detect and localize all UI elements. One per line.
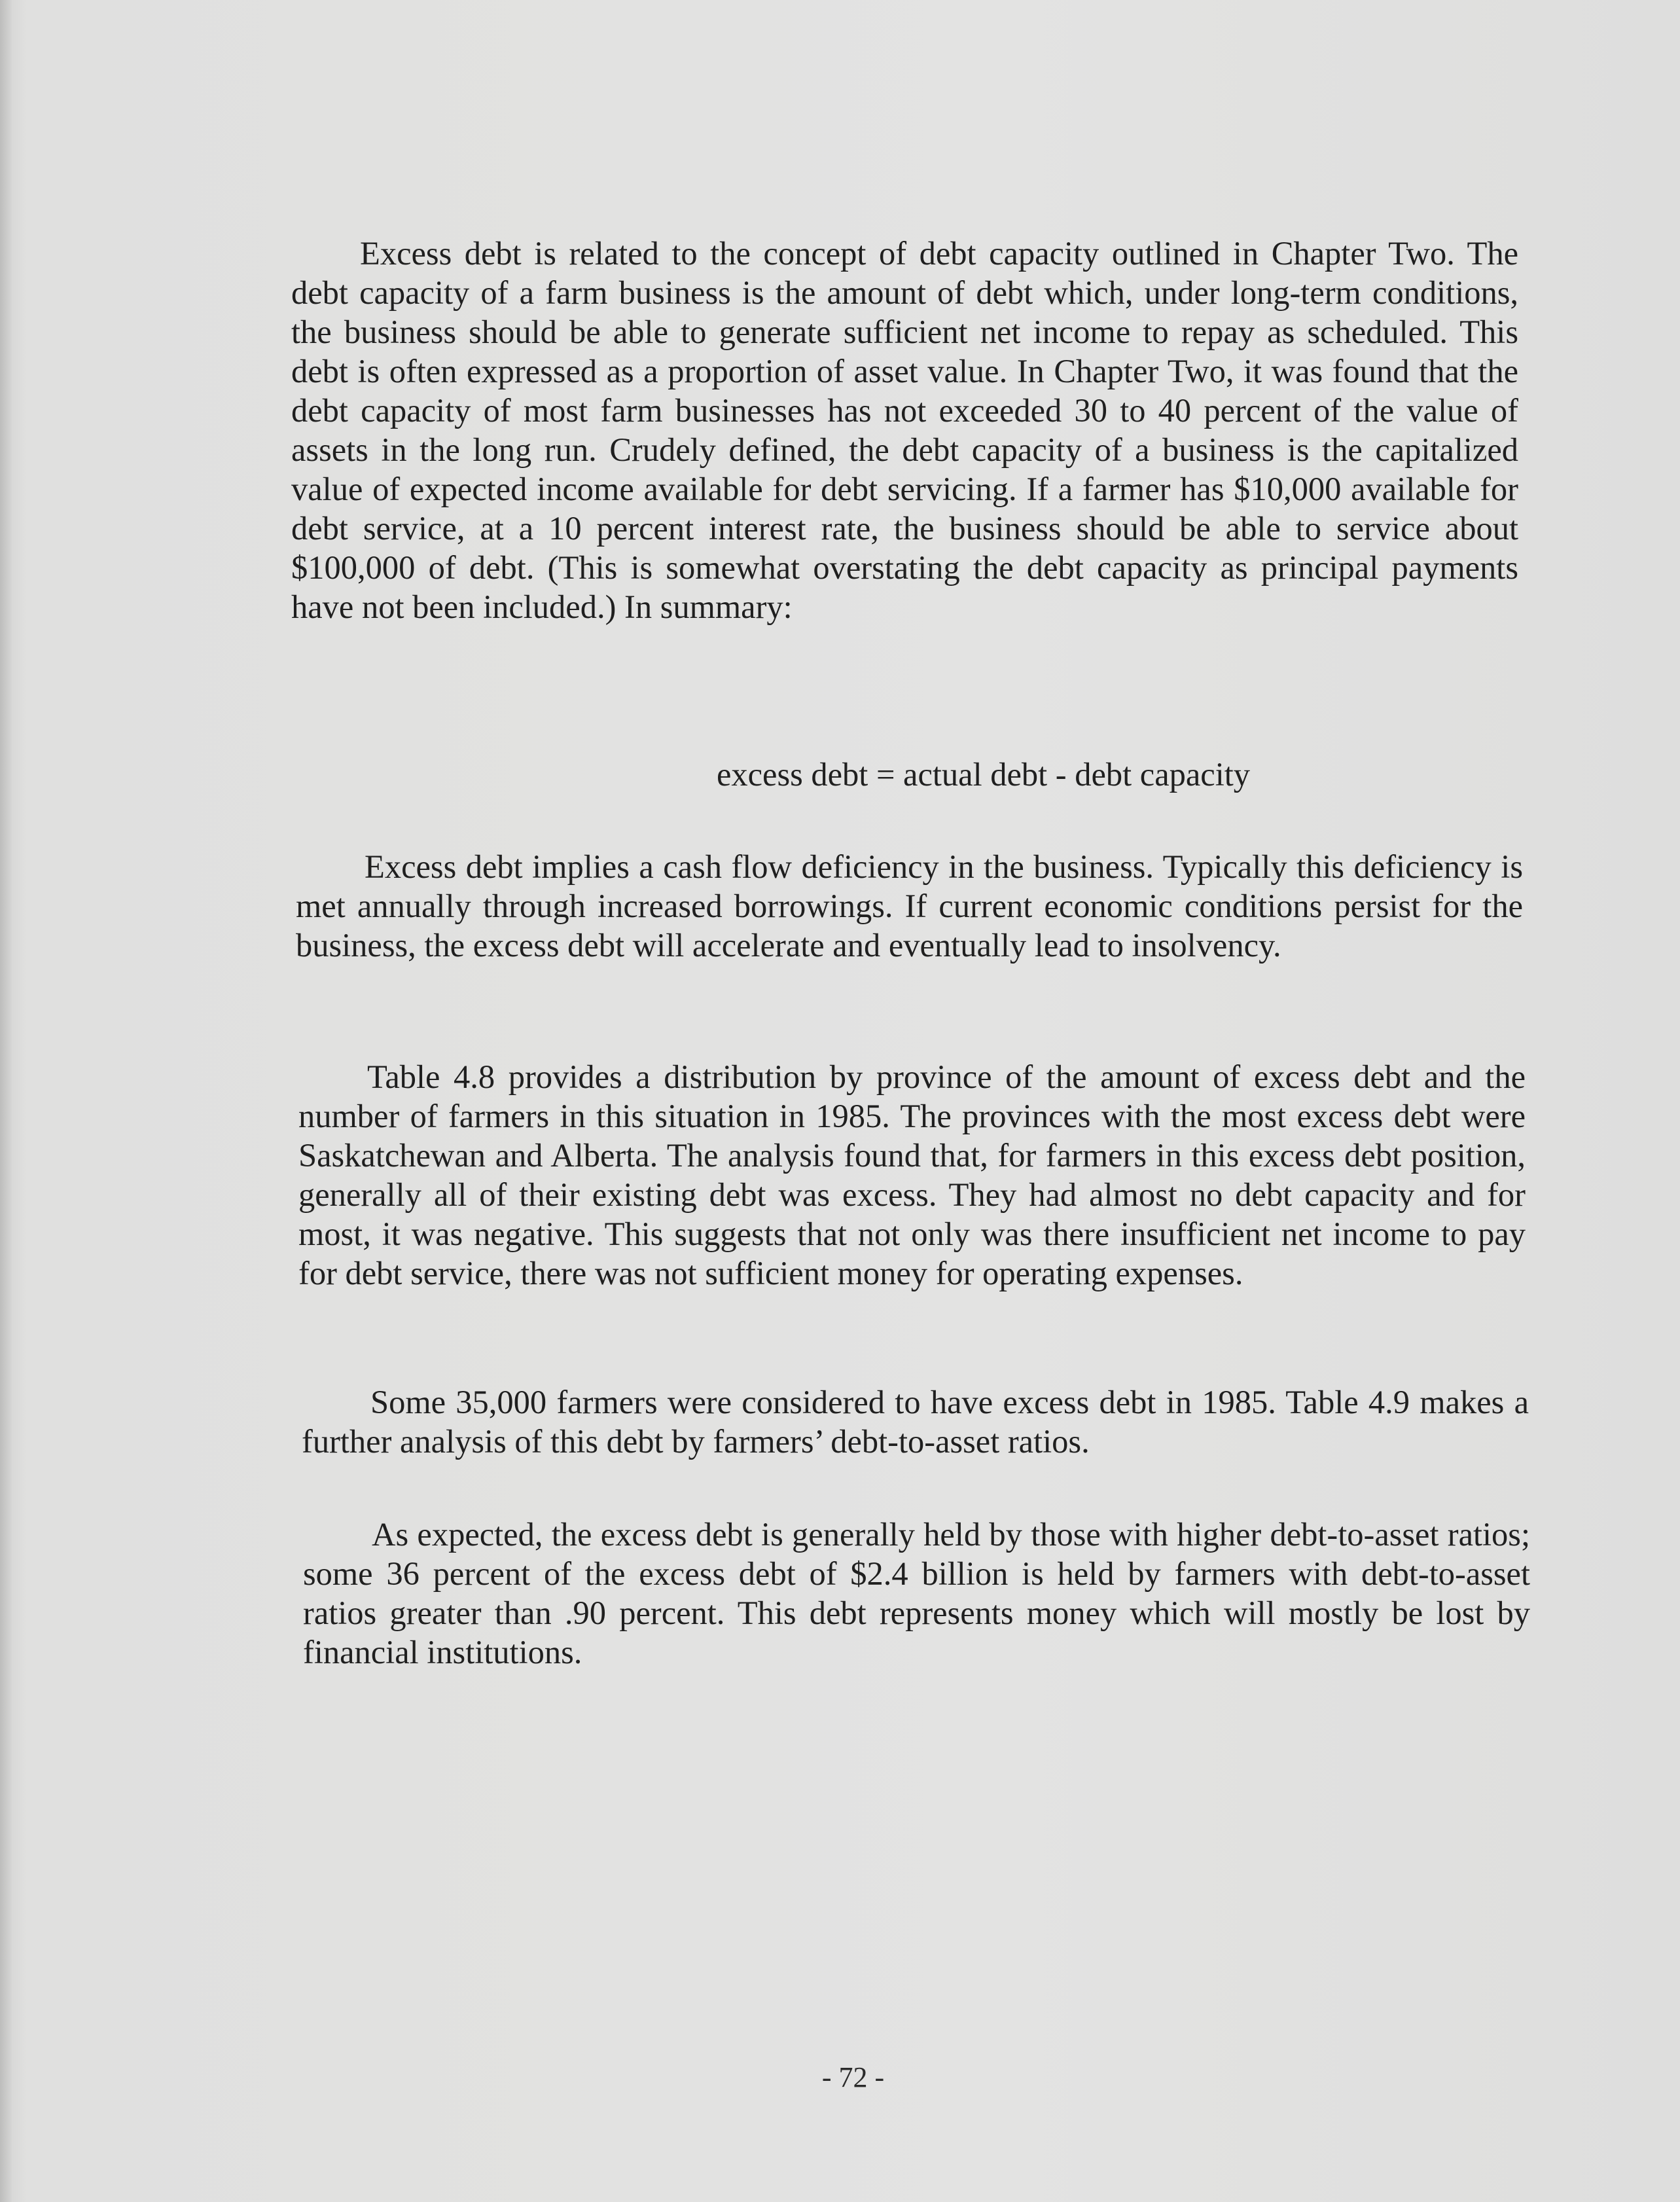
paragraph-text: Table 4.8 provides a distribution by province of the amount of excess debt and the number of farmers in this situation in 1985. The provinces with the most excess debt were Saskatchewan and Alberta. The analysis found that, for farmers in this excess debt position, generally all of their existing debt was excess. They had almost no debt capacity and for most, it was negative. This suggests that not only was there insufficient net income to pay for debt service, there was not sufficient money for operating expenses. — [298, 1058, 1526, 1291]
paragraph-text: Excess debt is related to the concept of debt capacity outlined in Chapter Two. The debt capacity of a farm business is the amount of debt which, under long-term conditions, the business should be able to generate sufficient net income to repay as scheduled. This debt is often expressed as a proportion of asset value. In Chapter Two, it was found that the debt capacity of most farm businesses has not exceeded 30 to 40 percent of the value of assets in the long run. Crudely defined, the debt capacity of a business is the capitalized value of expected income available for debt servicing. If a farmer has $10,000 available for debt service, at a 10 percent interest rate, the business should be able to service about $100,000 of debt. (This is somewhat overstating the debt capacity as principal payments have not been included.) In summary: — [291, 235, 1518, 625]
paragraph-excess-debt-concept — [291, 234, 1518, 626]
excess-debt-equation: excess debt = actual debt - debt capacity — [716, 756, 1251, 793]
paragraph-cash-flow-deficiency — [296, 847, 1523, 965]
paragraph-text: Excess debt implies a cash flow deficiency in the business. Typically this deficiency is met annually through increased borrowings. If current economic conditions persist for the business, the excess debt will accelerate and eventually lead to insolvency. — [296, 848, 1523, 964]
page-edge — [0, 0, 12, 2202]
paragraph-table-4-9 — [302, 1382, 1529, 1461]
paragraph-text: As expected, the excess debt is generally held by those with higher debt-to-asset ratios; some 36 percent of the excess debt of $2.4 billion is held by farmers with debt-to-asset ratios greater than .90 percent. This debt represents money which will mostly be lost by financial institutions. — [303, 1516, 1530, 1670]
page-number: - 72 - — [821, 2061, 885, 2093]
paragraph-debt-to-asset-ratios — [303, 1515, 1530, 1672]
paragraph-text: Some 35,000 farmers were considered to have excess debt in 1985. Table 4.9 makes a further analysis of this debt by farmers’ debt-to-asset ratios. — [302, 1384, 1529, 1460]
paragraph-table-4-8 — [298, 1057, 1526, 1293]
